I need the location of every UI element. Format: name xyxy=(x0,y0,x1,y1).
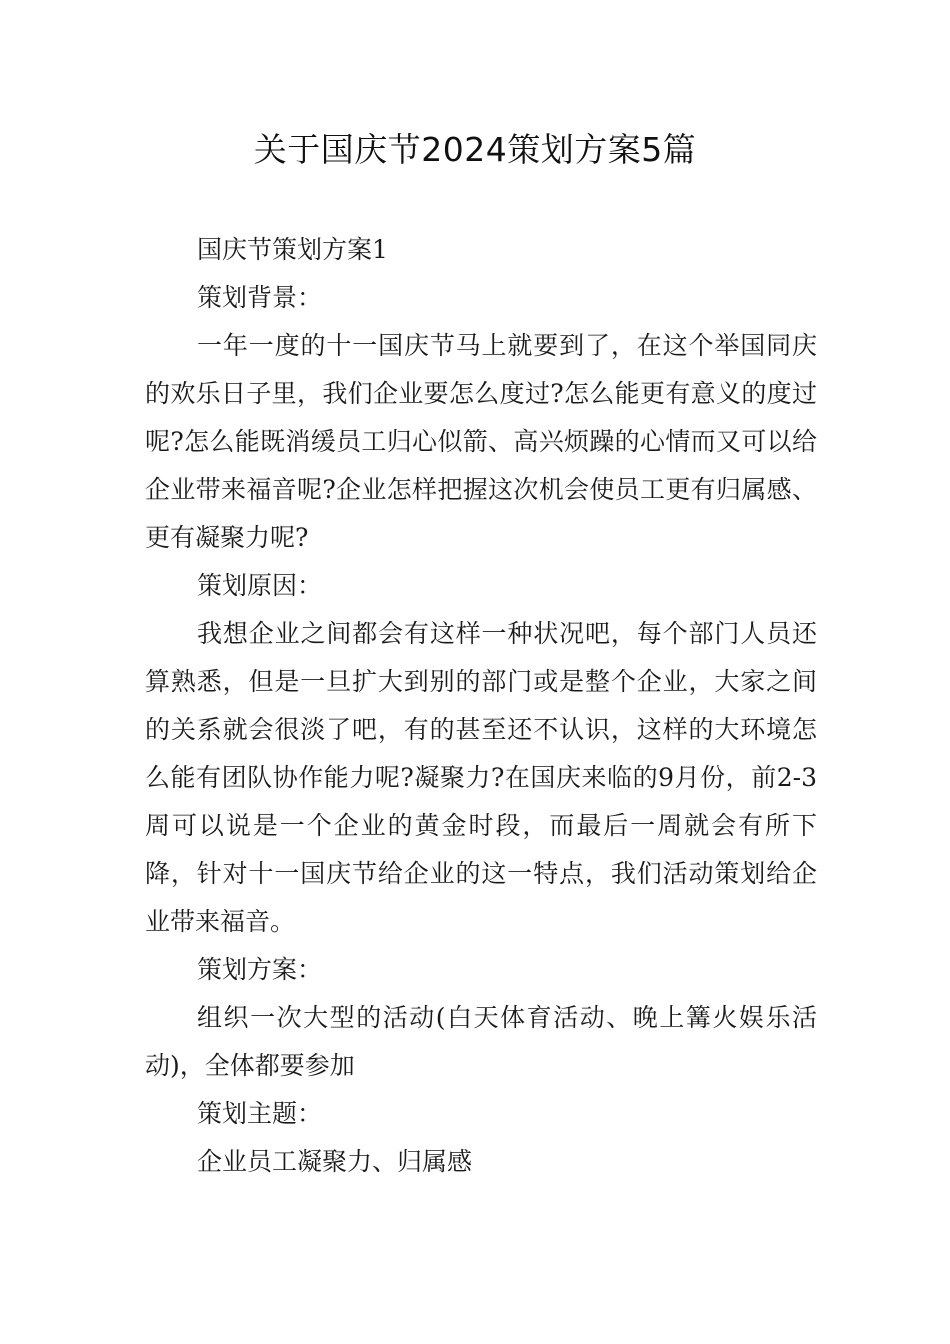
subheading-reason: 策划原因： xyxy=(197,571,323,600)
paragraph-theme: 企业员工凝聚力、归属感 xyxy=(197,1147,473,1176)
section-heading: 国庆节策划方案1 xyxy=(197,235,388,264)
document-body xyxy=(145,226,817,1186)
document-title: 关于国庆节2024策划方案5篇 xyxy=(253,130,697,169)
paragraph-plan: 组织一次大型的活动(白天体育活动、晚上篝火娱乐活动)，全体都要参加 xyxy=(145,1003,817,1080)
subheading-background: 策划背景： xyxy=(197,283,323,312)
subheading-plan: 策划方案： xyxy=(197,955,323,984)
paragraph-reason: 我想企业之间都会有这样一种状况吧，每个部门人员还算熟悉，但是一旦扩大到别的部门或是整个企业，大家之间的关系就会很淡了吧，有的甚至还不认识，这样的大环境怎么能有团队协作能力呢?凝聚力?在国庆来临的9月份，前2-3周可以说是一个企业的黄金时段，而最后一周就会有所下降，针对十一国庆节给企业的这一特点，我们活动策划给企业带来福音。 xyxy=(145,619,817,936)
subheading-theme: 策划主题： xyxy=(197,1099,323,1128)
paragraph-background: 一年一度的十一国庆节马上就要到了，在这个举国同庆的欢乐日子里，我们企业要怎么度过?怎么能更有意义的度过呢?怎么能既消缓员工归心似箭、高兴烦躁的心情而又可以给企业带来福音呢?企业怎样把握这次机会使员工更有归属感、更有凝聚力呢? xyxy=(145,331,817,552)
